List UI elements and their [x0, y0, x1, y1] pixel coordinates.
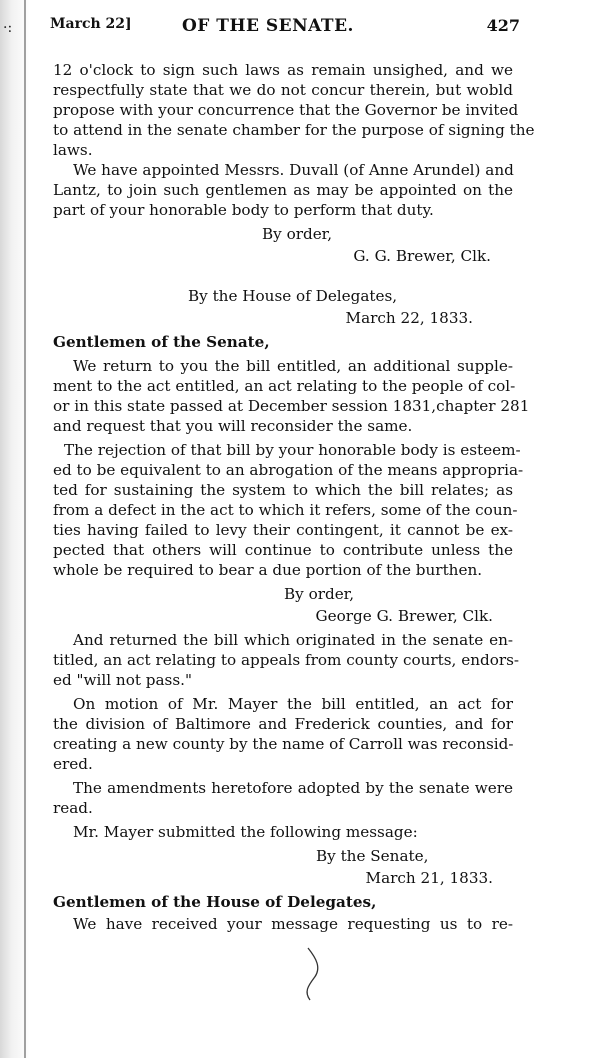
- text-line: We return to you the bill entitled, an additional supple-: [73, 357, 513, 375]
- text-line: ted for sustaining the system to which the bill relates; as: [53, 481, 513, 499]
- running-header: [50, 16, 520, 42]
- signature-clerk: G. G. Brewer, Clk.: [353, 247, 491, 265]
- text-line: and request that you will reconsider the same.: [53, 417, 413, 435]
- message-origin: By the House of Delegates,: [188, 287, 398, 305]
- page-number: 427: [486, 16, 520, 35]
- text-line: part of your honorable body to perform that duty.: [53, 201, 434, 219]
- handwritten-mark: [296, 946, 326, 1002]
- text-line: 12 o'clock to sign such laws as remain unsighed, and we: [53, 61, 513, 79]
- salutation: Gentlemen of the Senate,: [53, 333, 270, 351]
- text-line: read.: [53, 799, 93, 817]
- text-line: ed "will not pass.": [53, 671, 192, 689]
- text-line: And returned the bill which originated in the senate en-: [73, 631, 513, 649]
- text-line: pected that others will continue to contribute unless the: [53, 541, 513, 559]
- salutation: Gentlemen of the House of Delegates,: [53, 893, 377, 911]
- text-line: respectfully state that we do not concur therein, but wobld: [53, 81, 513, 99]
- message-date: March 22, 1833.: [345, 309, 473, 327]
- text-line: laws.: [53, 141, 93, 159]
- header-title: OF THE SENATE.: [182, 16, 354, 36]
- text-line: Lantz, to join such gentlemen as may be appointed on the: [53, 181, 513, 199]
- text-line: creating a new county by the name of Carroll was reconsid-: [53, 735, 514, 753]
- text-line: propose with your concurrence that the Governor be invited: [53, 101, 519, 119]
- text-line: ered.: [53, 755, 93, 773]
- text-line: ed to be equivalent to an abrogation of the means appropria-: [53, 461, 524, 479]
- text-line: or in this state passed at December session 1831,chapter 281: [53, 397, 530, 415]
- text-line: to attend in the senate chamber for the purpose of signing the: [53, 121, 535, 139]
- text-line: ties having failed to levy their contingent, it cannot be ex-: [53, 521, 513, 539]
- message-origin: By the Senate,: [316, 847, 429, 865]
- header-date: March 22]: [50, 16, 132, 32]
- text-line: Mr. Mayer submitted the following message:: [73, 823, 418, 841]
- text-line: We have received your message requesting us to re-: [73, 915, 513, 933]
- signature-clerk: George G. Brewer, Clk.: [315, 607, 493, 625]
- binding-edge: [24, 0, 26, 1058]
- text-line: titled, an act relating to appeals from county courts, endors-: [53, 651, 520, 669]
- text-line: We have appointed Messrs. Duvall (of Anne Arundel) and: [73, 161, 514, 179]
- signature-by-order: By order,: [284, 585, 355, 603]
- text-line: The amendments heretofore adopted by the senate were: [73, 779, 513, 797]
- message-date: March 21, 1833.: [365, 869, 493, 887]
- text-line: On motion of Mr. Mayer the bill entitled, an act for: [73, 695, 513, 713]
- text-line: whole be required to bear a due portion of the burthen.: [53, 561, 483, 579]
- margin-specks: ·:: [3, 20, 13, 36]
- signature-by-order: By order,: [262, 225, 333, 243]
- text-line: from a defect in the act to which it refers, some of the coun-: [53, 501, 518, 519]
- text-line: The rejection of that bill by your honorable body is esteem-: [64, 441, 521, 459]
- text-line: ment to the act entitled, an act relating to the people of col-: [53, 377, 516, 395]
- text-line: the division of Baltimore and Frederick counties, and for: [53, 715, 513, 733]
